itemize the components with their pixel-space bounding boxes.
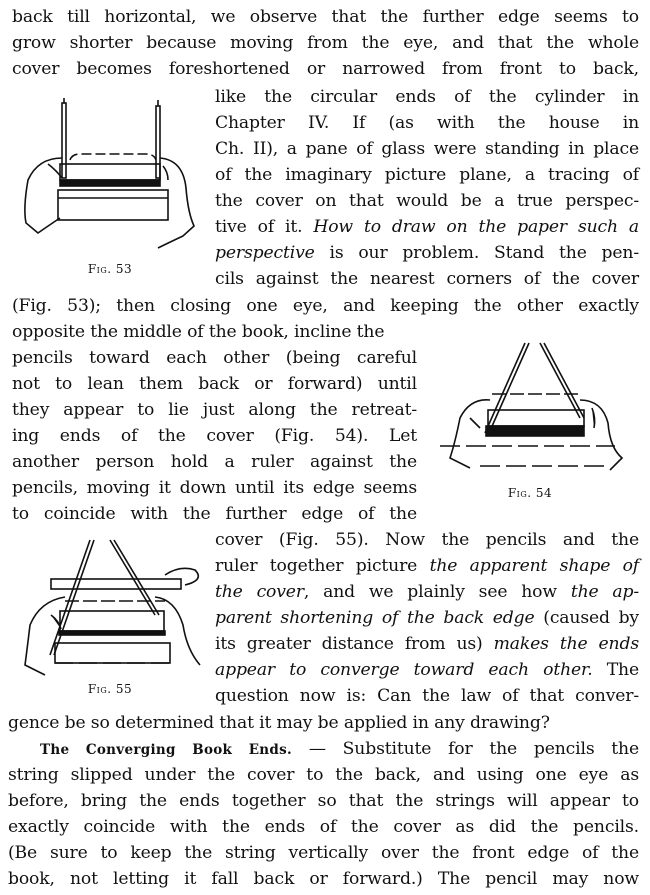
italic-span: the apparent shape of bbox=[429, 556, 639, 576]
text-line: Chapter IV. If (as with the house in bbox=[215, 113, 639, 133]
text-line: back till horizontal, we observe that the further edge seems to bbox=[12, 7, 639, 27]
text-line bbox=[215, 631, 639, 657]
text-line: before, bring the ends together so that the strings will appear to bbox=[8, 791, 639, 811]
text-line: book, not letting it fall back or forward.) The pencil may now bbox=[8, 869, 639, 889]
text-line: grow shorter because moving from the eye, and that the whole bbox=[12, 33, 639, 53]
text-line: pencils, moving it down until its edge seems bbox=[12, 478, 417, 498]
italic-span: makes the ends bbox=[493, 634, 639, 654]
text-line bbox=[215, 553, 639, 579]
text-line: pencils toward each other (being careful bbox=[12, 348, 417, 368]
text-line: the cover on that would be a true perspec- bbox=[215, 191, 639, 211]
text-span: ruler together picture bbox=[215, 556, 418, 576]
figure-55-illustration bbox=[15, 535, 215, 680]
text-line: another person hold a ruler against the bbox=[12, 452, 417, 472]
section-heading: The Converging Book Ends. bbox=[40, 742, 293, 758]
text-line bbox=[215, 579, 639, 605]
figure-53-illustration bbox=[18, 98, 208, 258]
text-span: — Substitute for the pencils the bbox=[308, 739, 639, 759]
text-span: The bbox=[606, 660, 639, 680]
italic-span: How to draw on the paper such a bbox=[313, 217, 639, 237]
italic-span: appear to converge toward each other. bbox=[215, 660, 593, 680]
text-span: (caused by bbox=[543, 608, 639, 628]
text-line: ing ends of the cover (Fig. 54). Let bbox=[12, 426, 417, 446]
text-span: is our problem. Stand the pen- bbox=[329, 243, 639, 263]
text-line: cover becomes foreshortened or narrowed from front to back, bbox=[12, 59, 639, 79]
text-span: tive of it. bbox=[215, 217, 303, 237]
text-line: they appear to lie just along the retreat- bbox=[12, 400, 417, 420]
italic-span: parent shortening of the back edge bbox=[215, 608, 535, 628]
figure-54-illustration bbox=[430, 338, 640, 483]
text-line: Ch. II), a pane of glass were standing in place bbox=[215, 139, 639, 159]
text-line bbox=[40, 736, 639, 763]
text-span: , and we plainly see how bbox=[303, 582, 557, 602]
text-line: exactly coincide with the ends of the cover as did the pencils. bbox=[8, 817, 639, 837]
text-line: (Fig. 53); then closing one eye, and keeping the other exactly bbox=[12, 296, 639, 316]
figure-55-caption: Fig. 55 bbox=[87, 682, 133, 696]
text-line: of the imaginary picture plane, a tracing of bbox=[215, 165, 639, 185]
text-line: gence be so determined that it may be applied in any drawing? bbox=[8, 713, 550, 733]
figure-54-caption: Fig. 54 bbox=[507, 486, 553, 500]
italic-span: the ap- bbox=[570, 582, 639, 602]
text-line: like the circular ends of the cylinder in bbox=[215, 87, 639, 107]
italic-span: the cover bbox=[215, 582, 304, 602]
text-line: opposite the middle of the book, incline the bbox=[12, 322, 385, 342]
text-line: to coincide with the further edge of the bbox=[12, 504, 417, 524]
text-line: cover (Fig. 55). Now the pencils and the bbox=[215, 530, 639, 550]
figure-53-caption: Fig. 53 bbox=[87, 262, 133, 276]
text-line: string slipped under the cover to the back, and using one eye as bbox=[8, 765, 639, 785]
text-line: question now is: Can the law of that conver- bbox=[215, 686, 639, 706]
text-line: not to lean them back or forward) until bbox=[12, 374, 417, 394]
text-line: (Be sure to keep the string vertically over the front edge of the bbox=[8, 843, 639, 863]
italic-span: perspective bbox=[215, 243, 315, 263]
text-line bbox=[215, 657, 639, 683]
text-line bbox=[215, 214, 639, 240]
text-line bbox=[215, 240, 639, 266]
text-line: cils against the nearest corners of the cover bbox=[215, 269, 639, 289]
text-line bbox=[215, 605, 639, 631]
text-span: its greater distance from us) bbox=[215, 634, 483, 654]
